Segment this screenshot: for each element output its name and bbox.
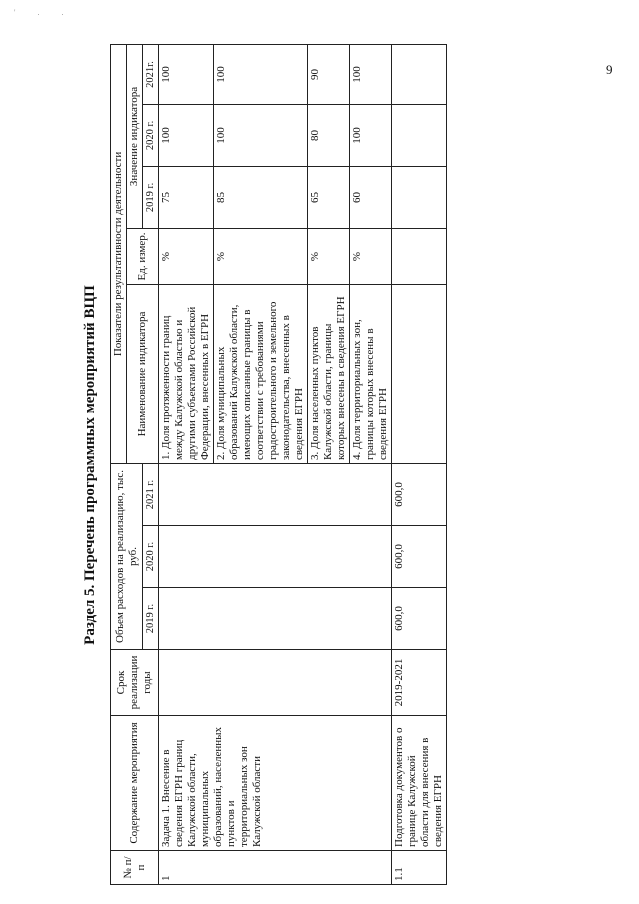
indicator-value: 80 [308,104,350,166]
indicator-value: 85 [214,166,308,228]
indicator-unit: % [308,228,350,284]
indicator-value: 100 [214,104,308,166]
row-expense: 600,0 [392,588,447,650]
indicator-name: 3. Доля населенных пунктов Калужской области, границы которых внесены в сведения ЕГРН [308,284,350,463]
scan-noise: ' . . [14,8,74,17]
indicator-unit: % [214,228,308,284]
row-expense [159,526,392,588]
row-content: Задача 1. Внесение в сведения ЕГРН границ Калужской области, муниципальных образований, населенных пунктов и территориальных зон Калужской области [159,716,392,851]
header-year: 2020 г. [143,526,159,588]
row-expense: 600,0 [392,526,447,588]
rotated-page [70,45,590,885]
header-ind-year: 2019 г. [143,166,159,228]
indicator-value: 75 [159,166,214,228]
indicator-value: 65 [308,166,350,228]
row-expense [159,588,392,650]
header-year: 2019 г. [143,588,159,650]
header-row [111,44,127,884]
indicator-unit: % [159,228,214,284]
indicator-name: 1. Доля протяженности границ между Калужской областью и другими субъектами Российской Федерации, внесенных в ЕГРН [159,284,214,463]
row-expense: 600,0 [392,463,447,525]
row-content: Подготовка документов о границе Калужской области для внесения в сведения ЕГРН [392,716,447,851]
table-row [392,44,447,884]
header-indicator-value: Значение индикатора [127,44,143,228]
empty-cell [392,228,447,284]
header-year: 2021 г. [143,463,159,525]
indicator-name: 4. Доля территориальных зон, границы которых внесены в сведения ЕГРН [350,284,392,463]
header-indicators: Показатели результативности деятельности [111,44,127,463]
row-period: 2019-2021 [392,650,447,716]
section-title: Раздел 5. Перечень программных мероприятий ВЦП [82,285,98,645]
row-expense [159,463,392,525]
row-period [159,650,392,716]
indicator-value: 100 [350,44,392,104]
row-num: 1.1 [392,851,447,885]
indicator-value: 100 [350,104,392,166]
header-num: № п/п [111,851,159,885]
indicator-unit: % [350,228,392,284]
header-content: Содержание мероприятия [111,716,159,851]
indicator-value: 100 [214,44,308,104]
page-number: 9 [606,62,613,77]
indicator-value: 100 [159,104,214,166]
table-row [159,44,214,884]
indicator-value: 100 [159,44,214,104]
header-expenses: Объем расходов на реализацию, тыс. руб. [111,463,143,649]
header-ind-year: 2020 г. [143,104,159,166]
row-num: 1 [159,851,392,885]
measures-table [110,44,447,885]
empty-cell [392,284,447,463]
empty-cell [392,44,447,104]
indicator-value: 60 [350,166,392,228]
header-indicator-name: Наименование индикатора [127,284,159,463]
header-unit: Ед. измер. [127,228,159,284]
empty-cell [392,166,447,228]
indicator-name: 2. Доля муниципальных образований Калужской области, имеющих описанные границы в соответствии с требованиями градостроительного и земельного законодательства, внесенных в сведения ЕГРН [214,284,308,463]
header-period: Срок реализации годы [111,650,159,716]
indicator-value: 90 [308,44,350,104]
header-ind-year: 2021г. [143,44,159,104]
empty-cell [392,104,447,166]
